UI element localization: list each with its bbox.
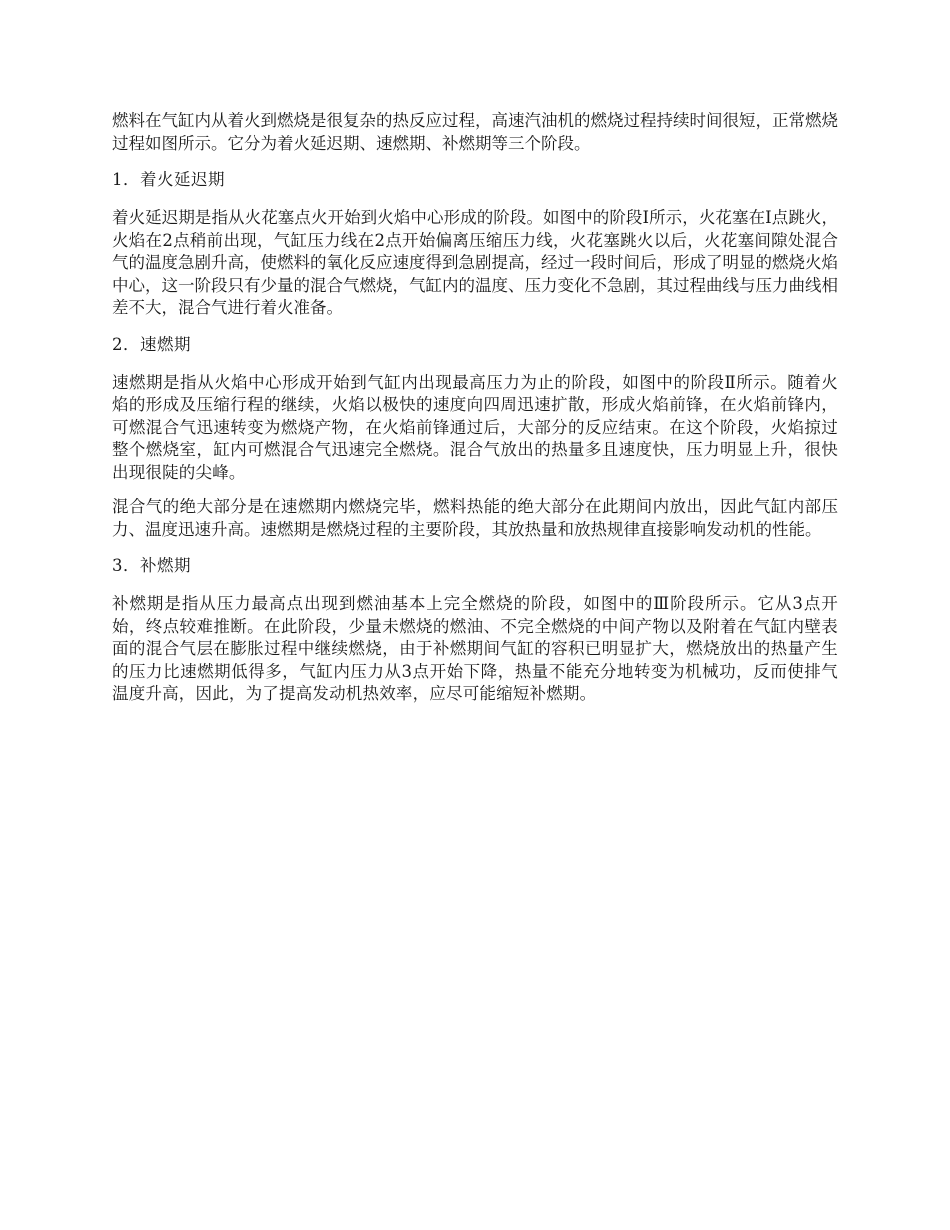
rapid-combustion-paragraph-2: 混合气的绝大部分是在速燃期内燃烧完毕，燃料热能的绝大部分在此期间内放出，因此气缸内部压力、温度迅速升高。速燃期是燃烧过程的主要阶段，其放热量和放热规律直接影响发动机的性能。 [112,497,838,539]
section-heading-ignition-delay: 1．着火延迟期 [112,170,225,189]
after-burning-paragraph: 补燃期是指从压力最高点出现到燃油基本上完全燃烧的阶段，如图中的Ⅲ阶段所示。它从3点开始，终点较难推断。在此阶段，少量未燃烧的燃油、不完全燃烧的中间产物以及附着在气缸内壁表面的混合气层在膨胀过程中继续燃烧，由于补燃期间气缸的容积已明显扩大，燃烧放出的热量产生的压力比速燃期低得多，气缸内压力从3点开始下降，热量不能充分地转变为机械功，反而使排气温度升高，因此，为了提高发动机热效率，应尽可能缩短补燃期。 [112,594,838,703]
rapid-combustion-paragraph-1: 速燃期是指从火焰中心形成开始到气缸内出现最高压力为止的阶段，如图中的阶段Ⅱ所示。随着火焰的形成及压缩行程的继续，火焰以极快的速度向四周迅速扩散，形成火焰前锋，在火焰前锋内，可燃混合气迅速转变为燃烧产物，在火焰前锋通过后，大部分的反应结束。在这个阶段，火焰掠过整个燃烧室，缸内可燃混合气迅速完全燃烧。混合气放出的热量多且速度快，压力明显上升，很快出现很陡的尖峰。 [112,372,838,482]
intro-paragraph: 燃料在气缸内从着火到燃烧是很复杂的热反应过程，高速汽油机的燃烧过程持续时间很短，正常燃烧过程如图所示。它分为着火延迟期、速燃期、补燃期等三个阶段。 [112,111,838,153]
ignition-delay-paragraph: 着火延迟期是指从火花塞点火开始到火焰中心形成的阶段。如图中的阶段Ⅰ所示，火花塞在Ⅰ点跳火，火焰在2点稍前出现，气缸压力线在2点开始偏离压缩压力线，火花塞跳火以后，火花塞间隙处混合气的温度急剧升高，使燃料的氧化反应速度得到急剧提高，经过一段时间后，形成了明显的燃烧火焰中心，这一阶段只有少量的混合气燃烧，气缸内的温度、压力变化不急剧，其过程曲线与压力曲线相差不大，混合气进行着火准备。 [112,208,838,317]
section-heading-rapid-combustion: 2．速燃期 [112,334,191,354]
document-body [112,110,838,718]
section-heading-after-burning: 3．补燃期 [112,556,191,575]
